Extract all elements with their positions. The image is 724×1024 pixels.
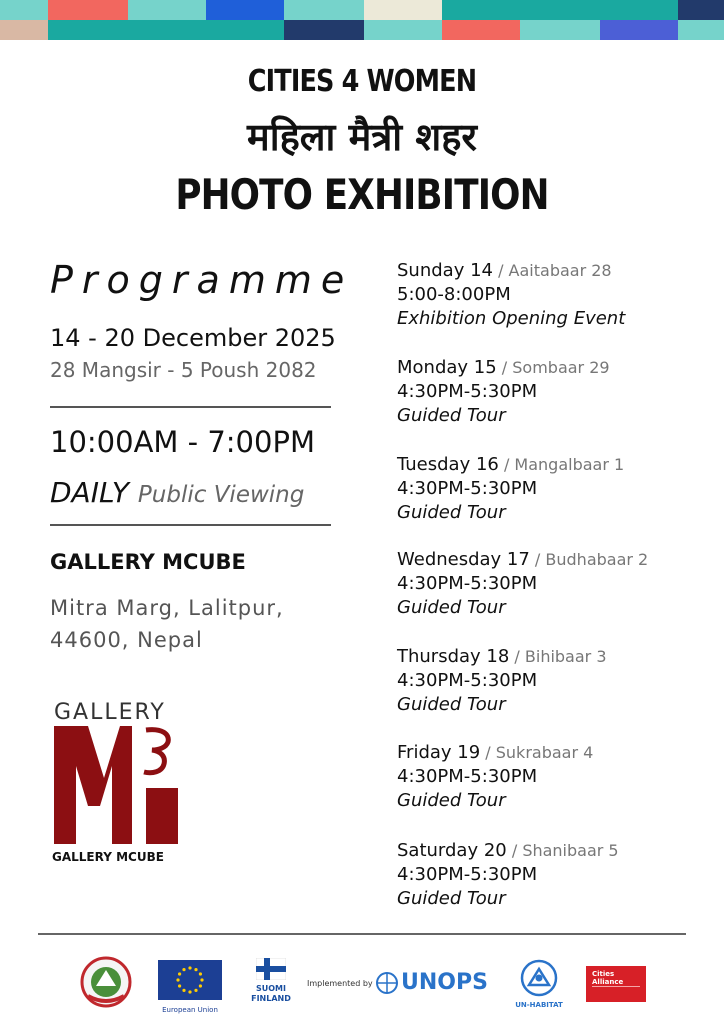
schedule-day	[397, 549, 707, 573]
title-nepali: महिला मैत्री शहर	[247, 115, 477, 159]
schedule-day	[397, 646, 707, 670]
bottom-color-band	[0, 20, 724, 40]
day-separator: /	[529, 550, 546, 569]
nepal-emblem-icon	[78, 956, 134, 1008]
daily-viewing	[50, 476, 304, 509]
schedule-event: Exhibition Opening Event	[397, 308, 626, 329]
day-nepali: Mangalbaar 1	[514, 455, 625, 474]
title-photo-exhibition: PHOTO EXHIBITION	[175, 170, 549, 219]
schedule-time: 4:30PM-5:30PM	[397, 766, 538, 787]
day-label: Friday 19	[397, 742, 481, 763]
day-nepali: Shanibaar 5	[522, 841, 619, 860]
schedule-event: Guided Tour	[397, 405, 506, 426]
schedule-event: Guided Tour	[397, 694, 506, 715]
programme-heading: Programme	[50, 258, 354, 302]
un-habitat-logo	[514, 959, 564, 1011]
band-segment	[678, 0, 724, 20]
band-segment	[0, 20, 48, 40]
day-separator: /	[506, 841, 523, 860]
schedule-time: 4:30PM-5:30PM	[397, 864, 538, 885]
address-line: Mitra Marg, Lalitpur,	[50, 596, 284, 620]
schedule-day	[397, 357, 707, 381]
logo-m-cube-mark	[54, 726, 178, 844]
footer-divider	[38, 933, 686, 935]
day-label: Thursday 18	[397, 646, 510, 667]
day-separator: /	[498, 455, 515, 474]
unops-logo	[376, 970, 494, 996]
day-nepali: Sukrabaar 4	[495, 743, 594, 762]
schedule-entry	[397, 646, 707, 718]
title-cities-4-women: CITIES 4 WOMEN	[247, 64, 477, 99]
schedule-entry	[397, 549, 707, 621]
schedule-day	[397, 260, 707, 284]
schedule-event: Guided Tour	[397, 790, 506, 811]
unops-wordmark: UNOPS	[401, 970, 488, 995]
schedule-time: 4:30PM-5:30PM	[397, 670, 538, 691]
band-segment	[442, 20, 520, 40]
eu-logo	[158, 960, 222, 1012]
band-segment	[284, 20, 364, 40]
day-label: Monday 15	[397, 357, 497, 378]
day-nepali: Sombaar 29	[512, 358, 610, 377]
divider	[50, 524, 331, 526]
band-segment	[364, 20, 442, 40]
un-globe-icon	[376, 972, 398, 994]
schedule-time: 4:30PM-5:30PM	[397, 573, 538, 594]
schedule-entry	[397, 454, 707, 526]
finland-logo	[248, 958, 294, 1012]
band-segment	[206, 0, 284, 20]
daily-label: DAILY	[50, 476, 129, 509]
divider	[50, 406, 331, 408]
day-label: Saturday 20	[397, 840, 507, 861]
schedule-entry	[397, 357, 707, 429]
schedule-day	[397, 840, 707, 864]
schedule-event: Guided Tour	[397, 888, 506, 909]
day-nepali: Bihibaar 3	[524, 647, 607, 666]
day-nepali: Budhabaar 2	[545, 550, 649, 569]
schedule-entry	[397, 742, 707, 814]
band-segment	[128, 0, 206, 20]
band-segment	[520, 20, 600, 40]
address-line: 44600, Nepal	[50, 628, 203, 652]
eu-label: European Union	[162, 1006, 218, 1014]
logo-gallery-word: GALLERY	[54, 700, 166, 725]
band-segment	[678, 20, 724, 40]
day-separator: /	[496, 358, 513, 377]
exhibition-dates-nepali: 28 Mangsir - 5 Poush 2082	[50, 358, 317, 382]
implemented-by-label: Implemented by	[307, 979, 373, 988]
nepal-government-emblem	[78, 956, 134, 1008]
cities-alliance-label: Cities Alliance	[592, 970, 624, 986]
venue-name: GALLERY MCUBE	[50, 550, 246, 574]
exhibition-dates: 14 - 20 December 2025	[50, 324, 336, 352]
day-separator: /	[492, 261, 509, 280]
band-segment	[0, 0, 48, 20]
logo-caption: GALLERY MCUBE	[52, 850, 164, 864]
finland-line1: SUOMI	[256, 984, 286, 993]
venue-address	[50, 592, 284, 656]
schedule-event: Guided Tour	[397, 502, 506, 523]
cities-alliance-stripe	[592, 986, 640, 987]
band-segment	[48, 20, 284, 40]
schedule-time: 5:00-8:00PM	[397, 284, 511, 305]
day-separator: /	[509, 647, 525, 666]
cities-alliance-logo	[586, 966, 646, 1002]
opening-hours: 10:00AM - 7:00PM	[50, 425, 315, 459]
day-separator: /	[480, 743, 496, 762]
day-label: Sunday 14	[397, 260, 493, 281]
day-label: Wednesday 17	[397, 549, 530, 570]
band-segment	[442, 0, 678, 20]
day-nepali: Aaitabaar 28	[508, 261, 612, 280]
schedule-day	[397, 742, 707, 766]
public-viewing-label: Public Viewing	[137, 482, 305, 508]
schedule-time: 4:30PM-5:30PM	[397, 381, 538, 402]
finland-line2: FINLAND	[251, 994, 291, 1003]
schedule-entry	[397, 840, 707, 912]
schedule-day	[397, 454, 707, 478]
band-segment	[48, 0, 128, 20]
schedule-event: Guided Tour	[397, 597, 506, 618]
un-habitat-emblem-icon	[520, 959, 558, 997]
gallery-mcube-logo	[50, 700, 186, 865]
schedule-entry	[397, 260, 707, 332]
un-habitat-label: UN-HABITAT	[515, 1001, 563, 1009]
day-label: Tuesday 16	[397, 454, 499, 475]
band-segment	[284, 0, 364, 20]
schedule-time: 4:30PM-5:30PM	[397, 478, 538, 499]
finland-flag-icon	[256, 958, 286, 980]
band-segment	[364, 0, 442, 20]
band-segment	[600, 20, 678, 40]
top-color-band	[0, 0, 724, 20]
eu-flag-icon	[158, 960, 222, 1000]
